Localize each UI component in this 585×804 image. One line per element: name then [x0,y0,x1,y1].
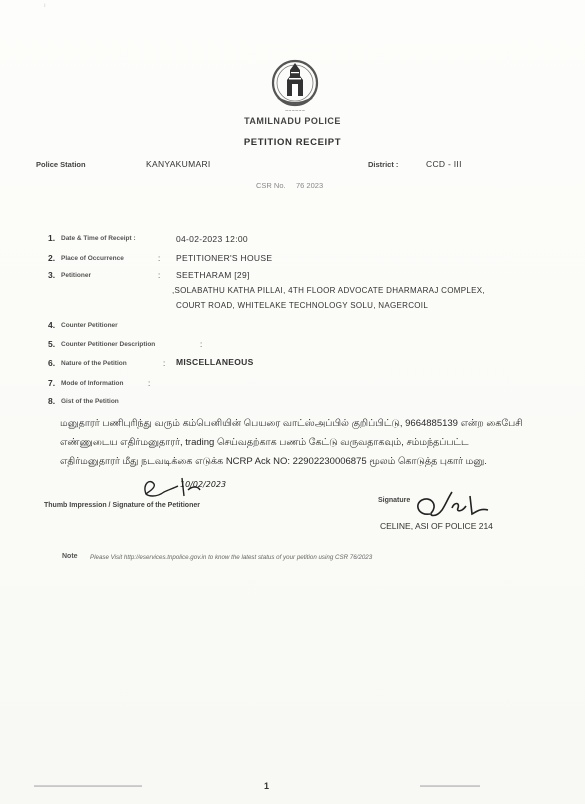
field-label-place: Place of Occurrence [61,255,124,262]
field-value-petitioner: SEETHARAM [29] [176,270,250,280]
petitioner-signature-image [138,474,240,504]
field-label-date-time: Date & Time of Receipt : [61,235,136,242]
note-text: Please Visit http://eservices.tnpolice.gov.in to know the latest status of your petition using CSR 76/2023 [90,554,373,561]
csr-value: 76 2023 [296,181,324,190]
footer-faint-right: ▬▬▬▬▬▬▬▬▬▬ [420,783,480,789]
colon: : [158,254,161,263]
police-station-value: KANYAKUMARI [146,159,211,169]
district-label: District : [368,160,399,169]
police-station-label: Police Station [36,160,86,169]
field-label-nature: Nature of the Petition [61,360,127,367]
field-number: 5. [48,339,56,349]
field-label-petitioner: Petitioner [61,272,91,279]
field-value-date-time: 04-02-2023 12:00 [176,234,248,244]
field-number: 4. [48,320,56,330]
petitioner-signature-date: 10/02/2023 [180,480,227,489]
field-label-counter-petitioner: Counter Petitioner [61,322,118,329]
field-value-place: PETITIONER'S HOUSE [176,253,273,263]
officer-signature-image [408,488,508,524]
scan-mark: ı [44,3,46,9]
officer-name: CELINE, ASI OF POLICE 214 [380,521,493,531]
field-number: 1. [48,233,56,243]
petitioner-address-line1: ,SOLABATHU KATHA PILLAI, 4TH FLOOR ADVOCATE DHARMARAJ COMPLEX, [172,286,485,295]
field-number: 6. [48,358,56,368]
field-label-gist: Gist of the Petition [61,398,119,405]
page-number: 1 [264,781,270,791]
colon: : [148,379,151,388]
district-value: CCD - III [426,159,462,169]
gist-of-petition-text: மனுதாரர் பணிபுரிந்து வரும் கம்பெனியின் பெயரை வாட்ஸ்அப்பில் குறிப்பிட்டு, 9664885139 என்ற கைபேசி எண்ணுடைய எதிர்மனுதாரர், trading செய்வதற்காக பணம் கேட்டு வருவதாகவும், சம்மந்தப்பட்ட எதிர்மனுதாரர் மீது நடவடிக்கை எடுக்க NCRP Ack NO: 22902230006875 மூலம் கொடுத்த புகார் மனு. [60,418,523,467]
department-name: TAMILNADU POLICE [244,116,341,126]
colon: : [158,271,161,280]
footer-faint-left: ▬▬▬▬▬▬▬▬▬▬▬▬▬▬▬▬▬▬ [34,783,142,789]
colon: : [163,359,166,368]
receipt-title: PETITION RECEIPT [243,137,342,148]
officer-signature-label: Signature [378,497,411,504]
field-number: 3. [48,270,56,280]
field-number: 7. [48,378,56,388]
petitioner-signature-label: Thumb Impression / Signature of the Petitioner [44,502,200,509]
colon: : [200,340,203,349]
petitioner-address-line2: COURT ROAD, WHITELAKE TECHNOLOGY SOLU, NAGERCOIL [176,301,429,310]
field-number: 2. [48,253,56,263]
field-label-counter-description: Counter Petitioner Description [61,341,156,348]
field-number: 8. [48,396,56,406]
svg-text:~~~~~~: ~~~~~~ [284,108,306,113]
tamilnadu-police-emblem-icon [270,58,320,114]
note-label: Note [62,553,78,560]
field-value-nature: MISCELLANEOUS [176,357,254,367]
csr-label: CSR No. [256,181,286,190]
field-label-mode: Mode of Information [61,380,124,387]
